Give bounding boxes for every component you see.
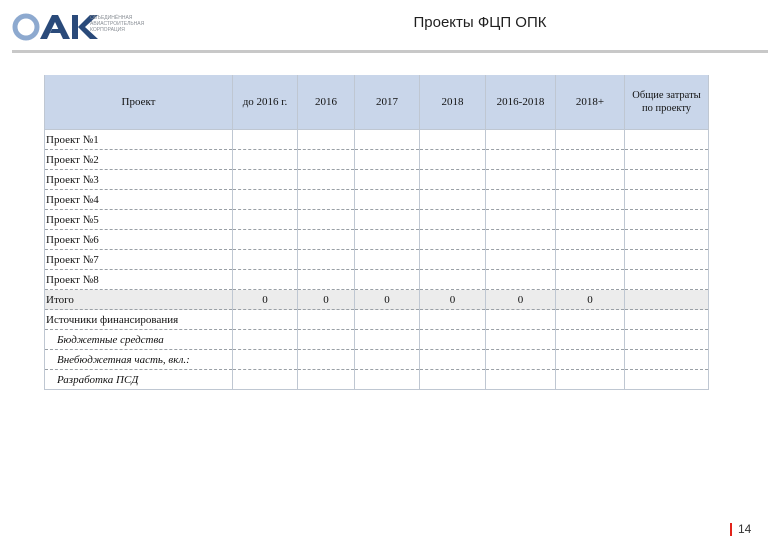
table-row <box>45 270 709 290</box>
logo-subtitle-line: КОРПОРАЦИЯ <box>90 27 125 33</box>
table-header-row <box>45 75 709 130</box>
oak-logo-mark <box>15 15 98 39</box>
total-value: 0 <box>486 290 556 310</box>
col-header-total-cost: Общие затраты по проекту <box>625 75 709 130</box>
project-name: Проект №4 <box>45 190 233 210</box>
table-row <box>45 190 709 210</box>
col-header-2017: 2017 <box>355 75 420 130</box>
total-label: Итого <box>45 290 233 310</box>
project-name: Проект №5 <box>45 210 233 230</box>
slide-title: Проекты ФЦП ОПК <box>413 14 547 31</box>
total-value: 0 <box>556 290 625 310</box>
total-value: 0 <box>298 290 355 310</box>
logo-subtitle <box>90 15 160 33</box>
project-name: Проект №2 <box>45 150 233 170</box>
col-header-2016: 2016 <box>298 75 355 130</box>
total-row <box>45 290 709 310</box>
table-row <box>45 370 709 390</box>
table-row <box>45 170 709 190</box>
col-header-2016-2018: 2016-2018 <box>486 75 556 130</box>
funding-item: Разработка ПСД <box>45 370 233 390</box>
col-header-2018: 2018 <box>420 75 486 130</box>
page-number-text: 14 <box>738 522 752 536</box>
table-row <box>45 330 709 350</box>
project-name: Проект №6 <box>45 230 233 250</box>
project-name: Проект №7 <box>45 250 233 270</box>
col-header-2018-plus: 2018+ <box>556 75 625 130</box>
table-row <box>45 250 709 270</box>
funding-sources-row <box>45 310 709 330</box>
col-header-project: Проект <box>45 75 233 130</box>
total-value: 0 <box>233 290 298 310</box>
funding-table <box>44 75 709 390</box>
table-row <box>45 150 709 170</box>
table-row <box>45 350 709 370</box>
logo-subtitle-line: ОБЪЕДИНЁННАЯ <box>90 15 133 21</box>
table-row <box>45 130 709 150</box>
page-number <box>730 522 751 536</box>
header-divider <box>12 50 768 53</box>
funding-item: Внебюджетная часть, вкл.: <box>45 350 233 370</box>
project-name: Проект №3 <box>45 170 233 190</box>
total-value: 0 <box>355 290 420 310</box>
logo-subtitle-line: АВИАСТРОИТЕЛЬНАЯ <box>90 21 145 27</box>
total-value: 0 <box>420 290 486 310</box>
col-header-before-2016: до 2016 г. <box>233 75 298 130</box>
funding-sources-label: Источники финансирования <box>45 310 233 330</box>
funding-item: Бюджетные средства <box>45 330 233 350</box>
table-row <box>45 210 709 230</box>
project-name: Проект №8 <box>45 270 233 290</box>
project-name: Проект №1 <box>45 130 233 150</box>
table-row <box>45 230 709 250</box>
